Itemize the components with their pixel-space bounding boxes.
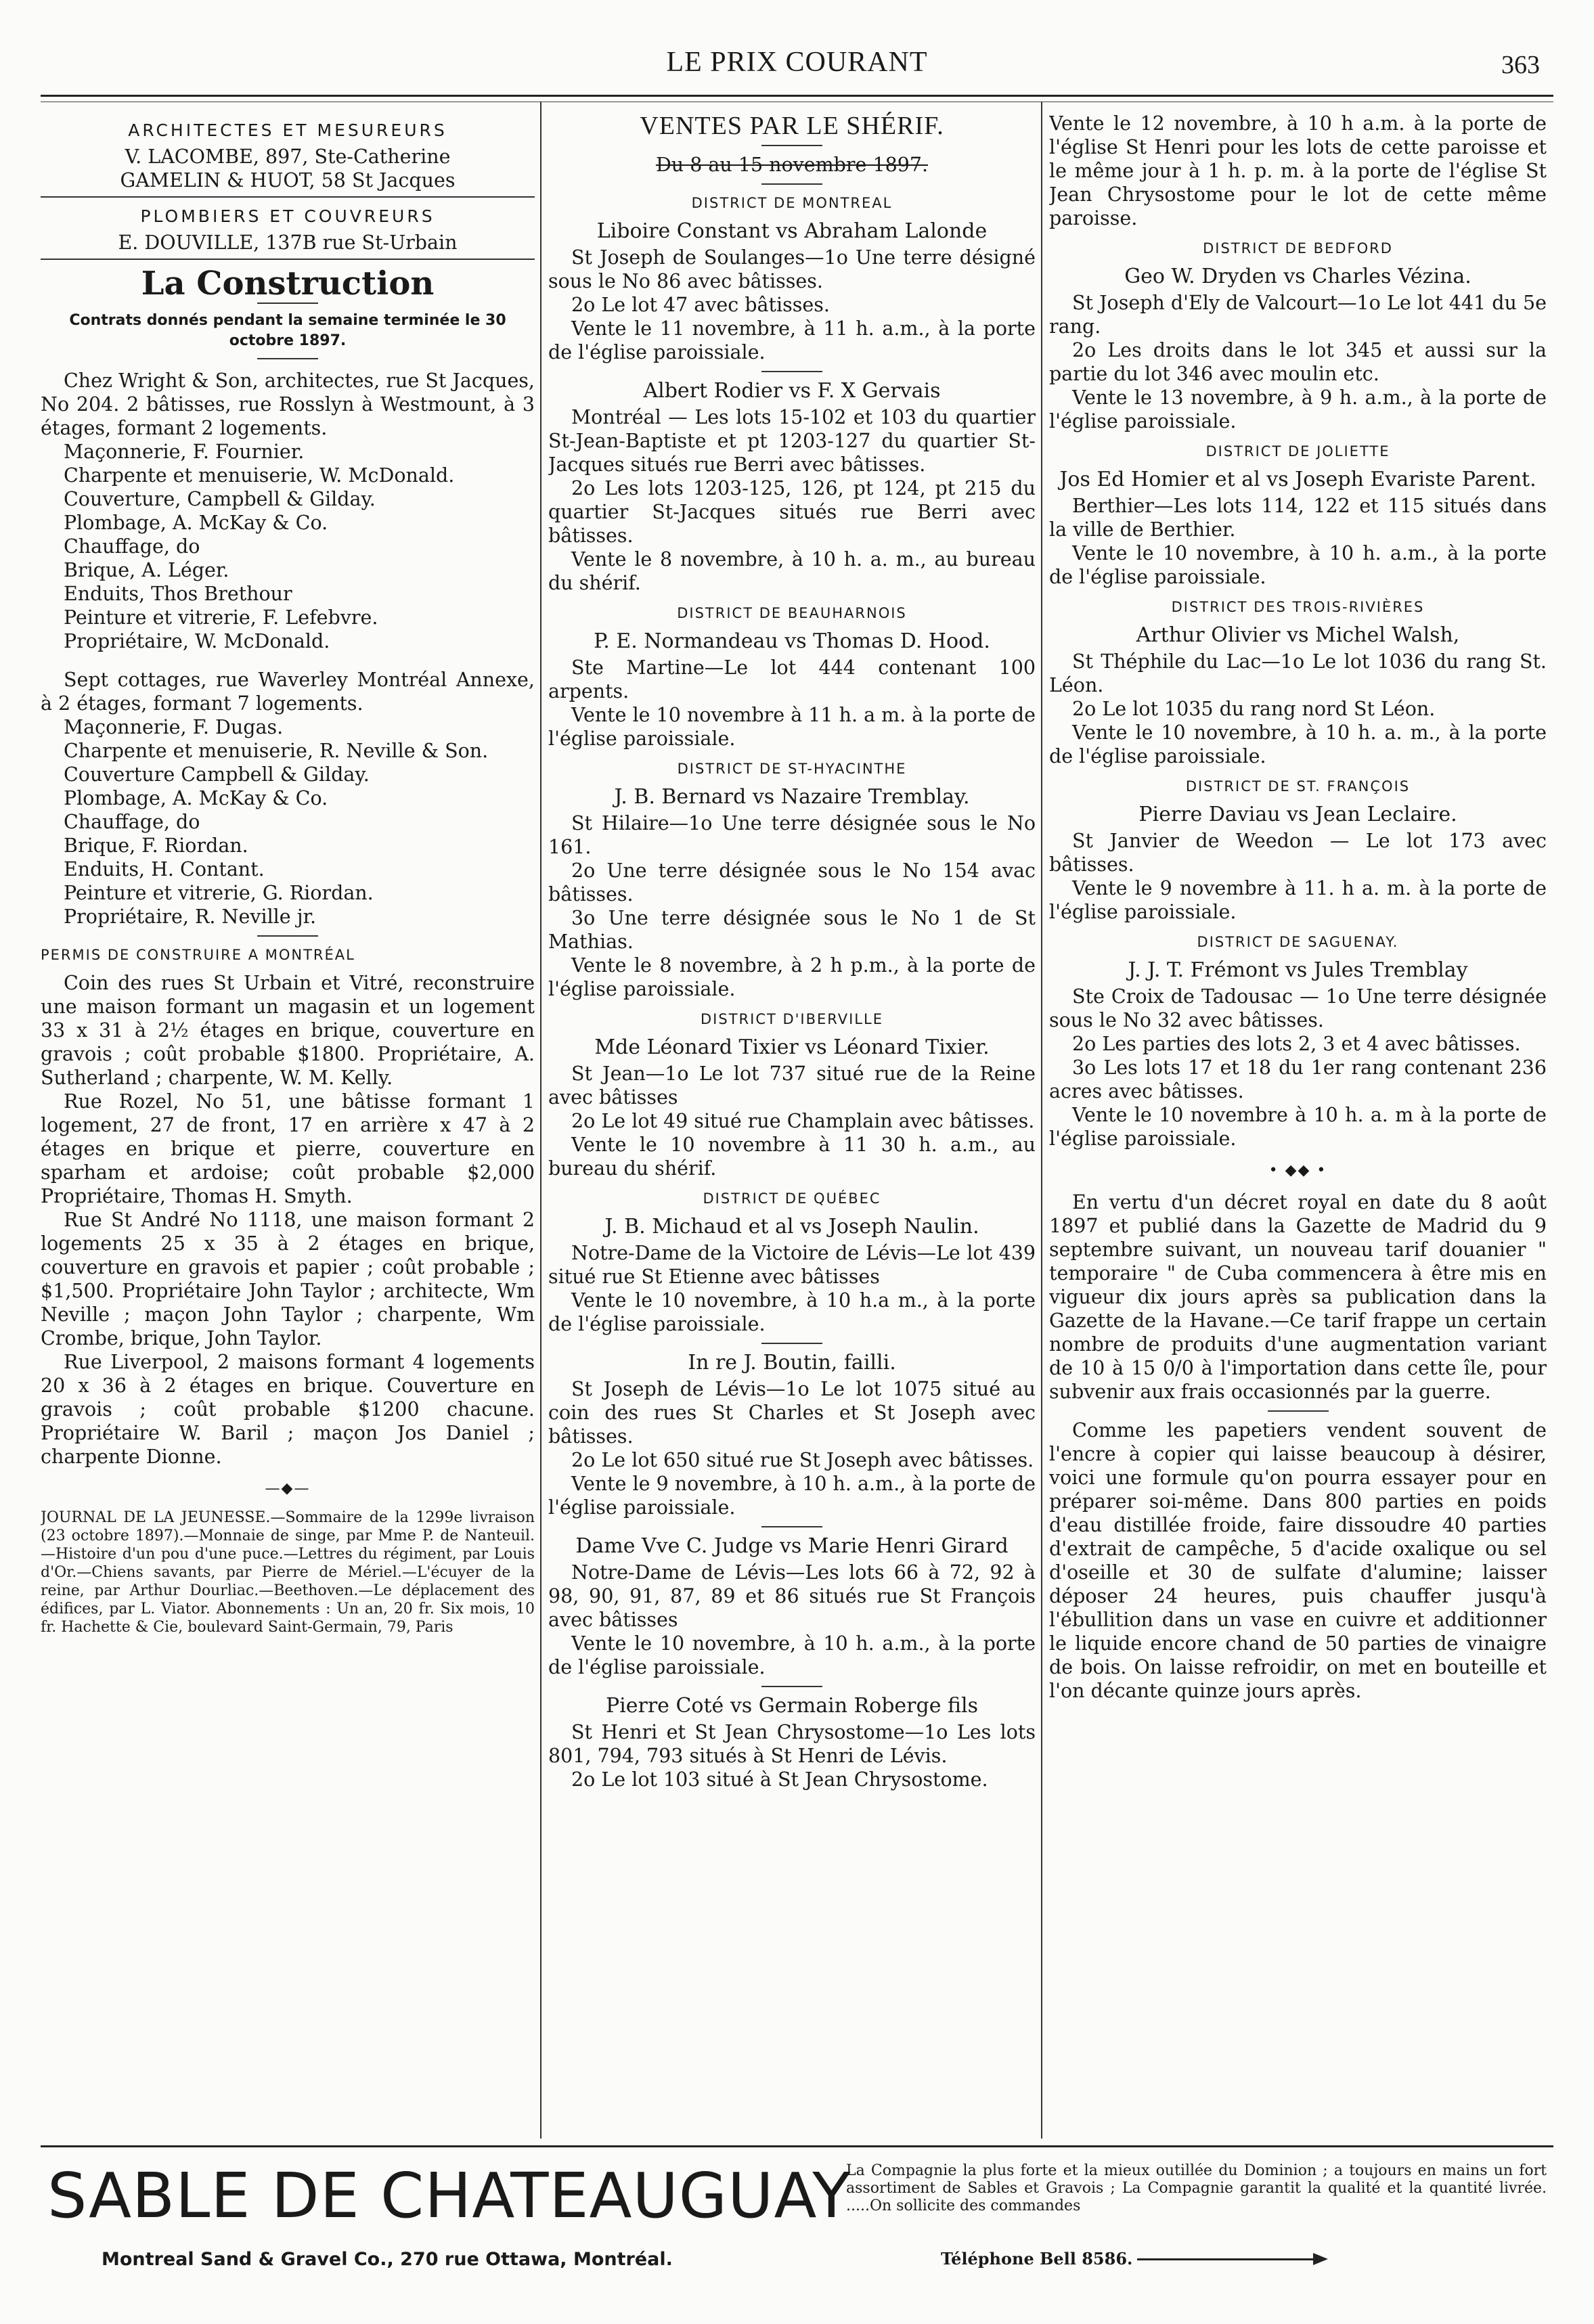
contract-line: Charpente et menuiserie, R. Neville & Son. (64, 740, 489, 762)
arrow-icon (1313, 2253, 1328, 2265)
contract-line: Couverture, Campbell & Gilday. (64, 488, 376, 510)
contract-line: Peinture et vitrerie, G. Riordan. (64, 882, 374, 904)
sale-line: Vente le 10 novembre, à 10 h. a. m., à la porte de l'église paroissiale. (1049, 721, 1547, 767)
sale-line: Vente le 10 novembre, à 10 h. a.m., à la porte de l'église paroissiale. (548, 1632, 1036, 1678)
contract-line: Plombage, A. McKay & Co. (64, 787, 328, 809)
sale-parties: Mde Léonard Tixier vs Léonard Tixier. (594, 1035, 990, 1059)
district-heading: DISTRICT DE JOLIETTE (1205, 443, 1390, 460)
contract-line: Couverture Campbell & Gilday. (64, 763, 370, 786)
sale-line: St Théphile du Lac—1o Le lot 1036 du rang St. Léon. (1049, 650, 1547, 696)
copy-ink-article: Comme les papetiers vendent souvent de l'encre à copier qui laisse beaucoup à désirer, voici une formule qu'on pourra essayer pour en préparer soi-même. Dans 800 parties en poids d'eau distillée froide, faire dissoudre 40 parties d'extrait de campêche, 5 d'acide oxalique ou sel d'oseille et 30 de sulfate d'alumine; laisser déposer 24 heures, puis chauffer jusqu'à l'ébullition dans un vase en cuivre et additionner le liquide encore chand de 50 parties de vinaigre de bois. On laisse refroidir, on met en bouteille et l'on décante quinze jours après. (1049, 1419, 1547, 1702)
sale-block (548, 1187, 1036, 1336)
sale-line: Montréal — Les lots 15-102 et 103 du quartier St-Jean-Baptiste et pt 1203-127 du quartier St-Jacques situés rue Berri avec bâtisses. (548, 406, 1036, 476)
contract-line: Peinture et vitrerie, F. Lefebvre. (64, 606, 378, 629)
permit-entry: Rue Liverpool, 2 maisons formant 4 logements 20 x 36 à 2 étages en brique. Couverture en gravois ; coût probable $1200 chacune. Propriétaire W. Baril ; maçon Jos Daniel ; charpente Dionne. (41, 1351, 535, 1468)
pointing-line (1137, 2258, 1313, 2260)
ad-title: SABLE DE CHATEAUGUAY (47, 2160, 851, 2232)
sheriff-sales-list-cont (1049, 237, 1547, 1150)
sale-block (1049, 775, 1547, 924)
plumbers-heading: PLOMBIERS ET COUVREURS (140, 206, 435, 226)
permit-entry: Rue St André No 1118, une maison formant 2 logements 25 x 35 à 2 étages en brique, couverture en gravois et papier ; coût probable ; $1,500. Propriétaire John Taylor ; architecte, Wm Neville ; maçon John Taylor ; charpente, Wm Crombe, brique, John Taylor. (41, 1209, 535, 1349)
cuba-tariff-article: En vertu d'un décret royal en date du 8 août 1897 et publié dans la Gazette de Madrid du 9 septembre suivant, un nouveau tarif douanier " temporaire " de Cuba commencera à être mis en vigueur dix jours après sa publication dans la Gazette de la Havane.—Ce tarif frappe un certain nombre de produits d'une augmentation variant de 10 à 15 0/0 à l'importation dans cette île, pour subvenir aux frais occasionnés par la guerre. (1049, 1191, 1547, 1403)
plumbers-list (41, 231, 535, 254)
district-heading: DISTRICT DE MONTREAL (691, 195, 893, 211)
contract-line: Sept cottages, rue Waverley Montréal Annexe, à 2 étages, formant 7 logements. (41, 669, 535, 715)
sale-block (548, 371, 1036, 595)
district-heading: DISTRICT DE ST-HYACINTHE (677, 761, 907, 777)
sale-parties: Arthur Olivier vs Michel Walsh, (1136, 623, 1460, 647)
contracts-note: Contrats donnés pendant la semaine terminée le 30 octobre 1897. (69, 312, 506, 349)
column-divider-1 (540, 102, 541, 2139)
sale-line: 2o Le lot 49 situé rue Champlain avec bâtisses. (571, 1110, 1035, 1132)
sale-line: Notre-Dame de la Victoire de Lévis—Le lot 439 situé rue St Etienne avec bâtisses (548, 1242, 1036, 1288)
contract-line: Chauffage, do (64, 811, 200, 833)
short-divider (761, 1686, 822, 1687)
ornament-separator: —◆— (265, 1480, 311, 1497)
sale-line: 2o Les droits dans le lot 345 et aussi sur la partie du lot 346 avec moulin etc. (1049, 339, 1547, 385)
sale-line: St Hilaire—1o Une terre désignée sous le No 161. (548, 812, 1036, 858)
short-divider (761, 1343, 822, 1344)
permit-entry: Rue Rozel, No 51, une bâtisse formant 1 logement, 27 de front, 17 en arrière x 47 à 2 étages en brique et pierre, couverture en sparham et ardoise; coût probable $2,000 Propriétaire, Thomas H. Smyth. (41, 1090, 535, 1207)
column-middle (548, 112, 1036, 2139)
column-right (1049, 112, 1547, 2139)
sale-parties: P. E. Normandeau vs Thomas D. Hood. (594, 629, 990, 653)
sale-line: Ste Croix de Tadousac — 1o Une terre désignée sous le No 32 avec bâtisses. (1049, 985, 1547, 1031)
sale-block (548, 192, 1036, 364)
sale-line: Vente le 10 novembre à 11 30 h. a.m., au bureau du shérif. (548, 1134, 1036, 1180)
architect-entry: GAMELIN & HUOT, 58 St Jacques (120, 169, 456, 192)
sale-line: St Janvier de Weedon — Le lot 173 avec bâtisses. (1049, 830, 1547, 876)
contract-line: Plombage, A. McKay & Co. (64, 512, 328, 534)
sale-line: 3o Une terre désignée sous le No 1 de St Mathias. (548, 907, 1036, 953)
page-number: 363 (1501, 51, 1540, 79)
sale-block (548, 1008, 1036, 1180)
short-divider (1268, 1410, 1329, 1412)
sale-line: 2o Les parties des lots 2, 3 et 4 avec bâtisses. (1072, 1033, 1521, 1055)
sale-parties: J. B. Michaud et al vs Joseph Naulin. (604, 1215, 979, 1238)
contract-line: Charpente et menuiserie, W. McDonald. (64, 464, 455, 487)
journal-title: LE PRIX COURANT (666, 47, 928, 78)
contract-line: Maçonnerie, F. Dugas. (64, 716, 284, 738)
sale-line: Vente le 13 novembre, à 9 h. a.m., à la porte de l'église paroissiale. (1049, 386, 1547, 432)
contract-line: Propriétaire, W. McDonald. (64, 630, 330, 652)
district-heading: DISTRICT DE BEDFORD (1203, 240, 1393, 256)
sale-line: Ste Martine—Le lot 444 contenant 100 arpents. (548, 656, 1036, 702)
column-left (41, 112, 535, 2139)
contract-line: Brique, F. Riordan. (64, 834, 248, 857)
construction-title: La Construction (141, 265, 435, 303)
sale-line: 2o Le lot 47 avec bâtisses. (571, 294, 830, 316)
page-header (41, 41, 1553, 95)
sale-parties: Jos Ed Homier et al vs Joseph Evariste Parent. (1059, 468, 1536, 491)
contract-line: Enduits, Thos Brethour (64, 583, 292, 605)
contract-line: Chez Wright & Son, architectes, rue St Jacques, No 204. 2 bâtisses, rue Rosslyn à Westmount, à 3 étages, formant 2 logements. (41, 370, 535, 439)
short-divider (761, 183, 822, 185)
sale-line: Vente le 10 novembre, à 10 h. a.m., à la porte de l'église paroissiale. (1049, 542, 1547, 588)
divider (41, 259, 535, 260)
sale-line: Vente le 11 novembre, à 11 h. a.m., à la porte de l'église paroissiale. (548, 317, 1036, 363)
short-divider (761, 1526, 822, 1527)
sale-parties: Albert Rodier vs F. X Gervais (643, 379, 941, 403)
sale-parties: J. J. T. Frémont vs Jules Tremblay (1128, 958, 1468, 982)
contract-line: Chauffage, do (64, 535, 200, 558)
sale-block (548, 1686, 1036, 1791)
sale-line: 2o Les lots 1203-125, 126, pt 124, pt 215 du quartier St-Jacques situés rue Berri avec bâtisses. (548, 477, 1036, 547)
sale-line: 2o Une terre désignée sous le No 154 avac bâtisses. (548, 859, 1036, 906)
short-divider (257, 358, 318, 359)
ornament-separator: • ◆◆ • (1268, 1162, 1327, 1179)
contract-line: Brique, A. Léger. (64, 559, 229, 581)
short-divider (257, 935, 318, 937)
contract-list-b (41, 668, 535, 929)
district-heading: DISTRICT D'IBERVILLE (701, 1011, 883, 1027)
sale-block (1049, 440, 1547, 589)
sale-line: Vente le 10 novembre à 10 h. a. m à la porte de l'église paroissiale. (1049, 1104, 1547, 1150)
sale-block (548, 757, 1036, 1001)
contract-line: Propriétaire, R. Neville jr. (64, 906, 317, 928)
sale-line: Vente le 9 novembre, à 10 h. a.m., à la porte de l'église paroissiale. (548, 1473, 1036, 1519)
sale-line: Vente le 9 novembre à 11. h a. m. à la porte de l'église paroissiale. (1049, 877, 1547, 923)
plumber-entry: E. DOUVILLE, 137B rue St-Urbain (118, 231, 458, 254)
sand-advertisement (41, 2145, 1553, 2303)
sale-block (1049, 931, 1547, 1150)
architect-entry: V. LACOMBE, 897, Ste-Catherine (125, 146, 451, 168)
sale-intro: Vente le 12 novembre, à 10 h a.m. à la porte de l'église St Henri pour les lots de cette paroisse et le même jour à 1 h. p. m. à la porte de l'église St Jean Chrysostome pour le lot de cette même paroisse. (1049, 112, 1547, 229)
journal-note: JOURNAL DE LA JEUNESSE.—Sommaire de la 1299e livraison (23 octobre 1897).—Monnaie de singe, par Mme P. de Nanteuil.—Histoire d'un pou d'une puce.—Lettres du régiment, par Louis d'Or.—Chiens savants, par Pierre de Mériel.—L'écuyer de la reine, par Arthur Dourliac.—Beethoven.—Le déplacement des édifices, par L. Viator. Abonnements : Un an, 20 fr. Six mois, 10 fr. Hachette & Cie, boulevard Saint-Germain, 79, Paris (41, 1509, 535, 1636)
ad-blurb: La Compagnie la plus forte et la mieux outillée du Dominion ; a toujours en mains un fort assortiment de Sables et Gravois ; La Compagnie garantit la qualité et la quantité livrée. .....On sollicite des commandes (846, 2162, 1547, 2214)
sale-parties: Pierre Coté vs Germain Roberge fils (605, 1694, 979, 1718)
contract-line: Enduits, H. Contant. (64, 858, 265, 880)
sale-block (548, 602, 1036, 751)
ad-company: Montreal Sand & Gravel Co., 270 rue Ottawa, Montréal. (102, 2249, 673, 2270)
sale-parties: In re J. Boutin, failli. (688, 1351, 896, 1375)
sale-line: Berthier—Les lots 114, 122 et 115 situés dans la ville de Berthier. (1049, 495, 1547, 541)
divider (41, 196, 535, 198)
sale-line: 2o Le lot 103 situé à St Jean Chrysostome. (571, 1768, 988, 1791)
district-heading: DISTRICT DES TROIS-RIVIÈRES (1171, 599, 1425, 615)
sale-line: St Jean—1o Le lot 737 situé rue de la Reine avec bâtisses (548, 1063, 1036, 1109)
permit-entry: Coin des rues St Urbain et Vitré, reconstruire une maison formant un magasin et un logement 33 x 31 à 2½ étages en brique, couverture en gravois ; coût probable $1800. Propriétaire, A. Sutherland ; charpente, W. M. Kelly. (41, 972, 535, 1089)
sale-line: St Joseph de Soulanges—1o Une terre désigné sous le No 86 avec bâtisses. (548, 246, 1036, 292)
architects-heading: ARCHITECTES ET MESUREURS (128, 120, 447, 140)
header-rule (41, 95, 1553, 97)
sale-line: St Joseph d'Ely de Valcourt—1o Le lot 441 du 5e rang. (1049, 292, 1547, 338)
sale-line: St Joseph de Lévis—1o Le lot 1075 situé au coin des rues St Charles et St Joseph avec bâtisses. (548, 1378, 1036, 1448)
contract-list-a (41, 369, 535, 653)
permits-heading: PERMIS DE CONSTRUIRE A MONTRÉAL (41, 947, 355, 963)
sale-line: 2o Le lot 1035 du rang nord St Léon. (1072, 698, 1436, 720)
district-heading: DISTRICT DE SAGUENAY. (1197, 934, 1399, 950)
sale-line: Vente le 8 novembre, à 2 h p.m., à la porte de l'église paroissiale. (548, 954, 1036, 1000)
contract-line: Maçonnerie, F. Fournier. (64, 441, 305, 463)
short-divider (761, 145, 822, 146)
sale-parties: Dame Vve C. Judge vs Marie Henri Girard (575, 1534, 1009, 1558)
short-divider (257, 303, 318, 304)
sheriff-sales-list (548, 192, 1036, 1791)
sale-line: Vente le 10 novembre, à 10 h.a m., à la porte de l'église paroissiale. (548, 1289, 1036, 1335)
sales-dates: Du 8 au 15 novembre 1897. (655, 154, 929, 176)
sheriff-sales-title: VENTES PAR LE SHÉRIF. (640, 112, 944, 140)
sale-block (1049, 596, 1547, 768)
short-divider (761, 371, 822, 372)
ad-phone: Téléphone Bell 8586. (941, 2249, 1133, 2269)
sale-parties: Liboire Constant vs Abraham Lalonde (596, 219, 988, 243)
sale-block (1049, 237, 1547, 433)
sale-line: Notre-Dame de Lévis—Les lots 66 à 72, 92 à 98, 90, 91, 87, 89 et 86 situés rue St François avec bâtisses (548, 1561, 1036, 1631)
column-divider-2 (1041, 102, 1042, 2139)
sale-line: 2o Le lot 650 situé rue St Joseph avec bâtisses. (571, 1449, 1034, 1471)
sale-line: St Henri et St Jean Chrysostome—1o Les lots 801, 794, 793 situés à St Henri de Lévis. (548, 1721, 1036, 1767)
architects-list (41, 145, 535, 192)
district-heading: DISTRICT DE BEAUHARNOIS (677, 605, 907, 621)
sale-block (548, 1343, 1036, 1519)
permits-list (41, 971, 535, 1469)
sale-line: Vente le 10 novembre à 11 h. a m. à la porte de l'église paroissiale. (548, 704, 1036, 750)
sale-parties: J. B. Bernard vs Nazaire Tremblay. (614, 785, 970, 809)
sale-parties: Pierre Daviau vs Jean Leclaire. (1138, 803, 1457, 826)
sale-parties: Geo W. Dryden vs Charles Vézina. (1124, 265, 1471, 288)
sale-line: 3o Les lots 17 et 18 du 1er rang contenant 236 acres avec bâtisses. (1049, 1056, 1547, 1102)
sale-line: Vente le 8 novembre, à 10 h. a. m., au bureau du shérif. (548, 548, 1036, 594)
district-heading: DISTRICT DE QUÉBEC (703, 1190, 881, 1207)
district-heading: DISTRICT DE ST. FRANÇOIS (1185, 778, 1411, 795)
sale-block (548, 1526, 1036, 1679)
